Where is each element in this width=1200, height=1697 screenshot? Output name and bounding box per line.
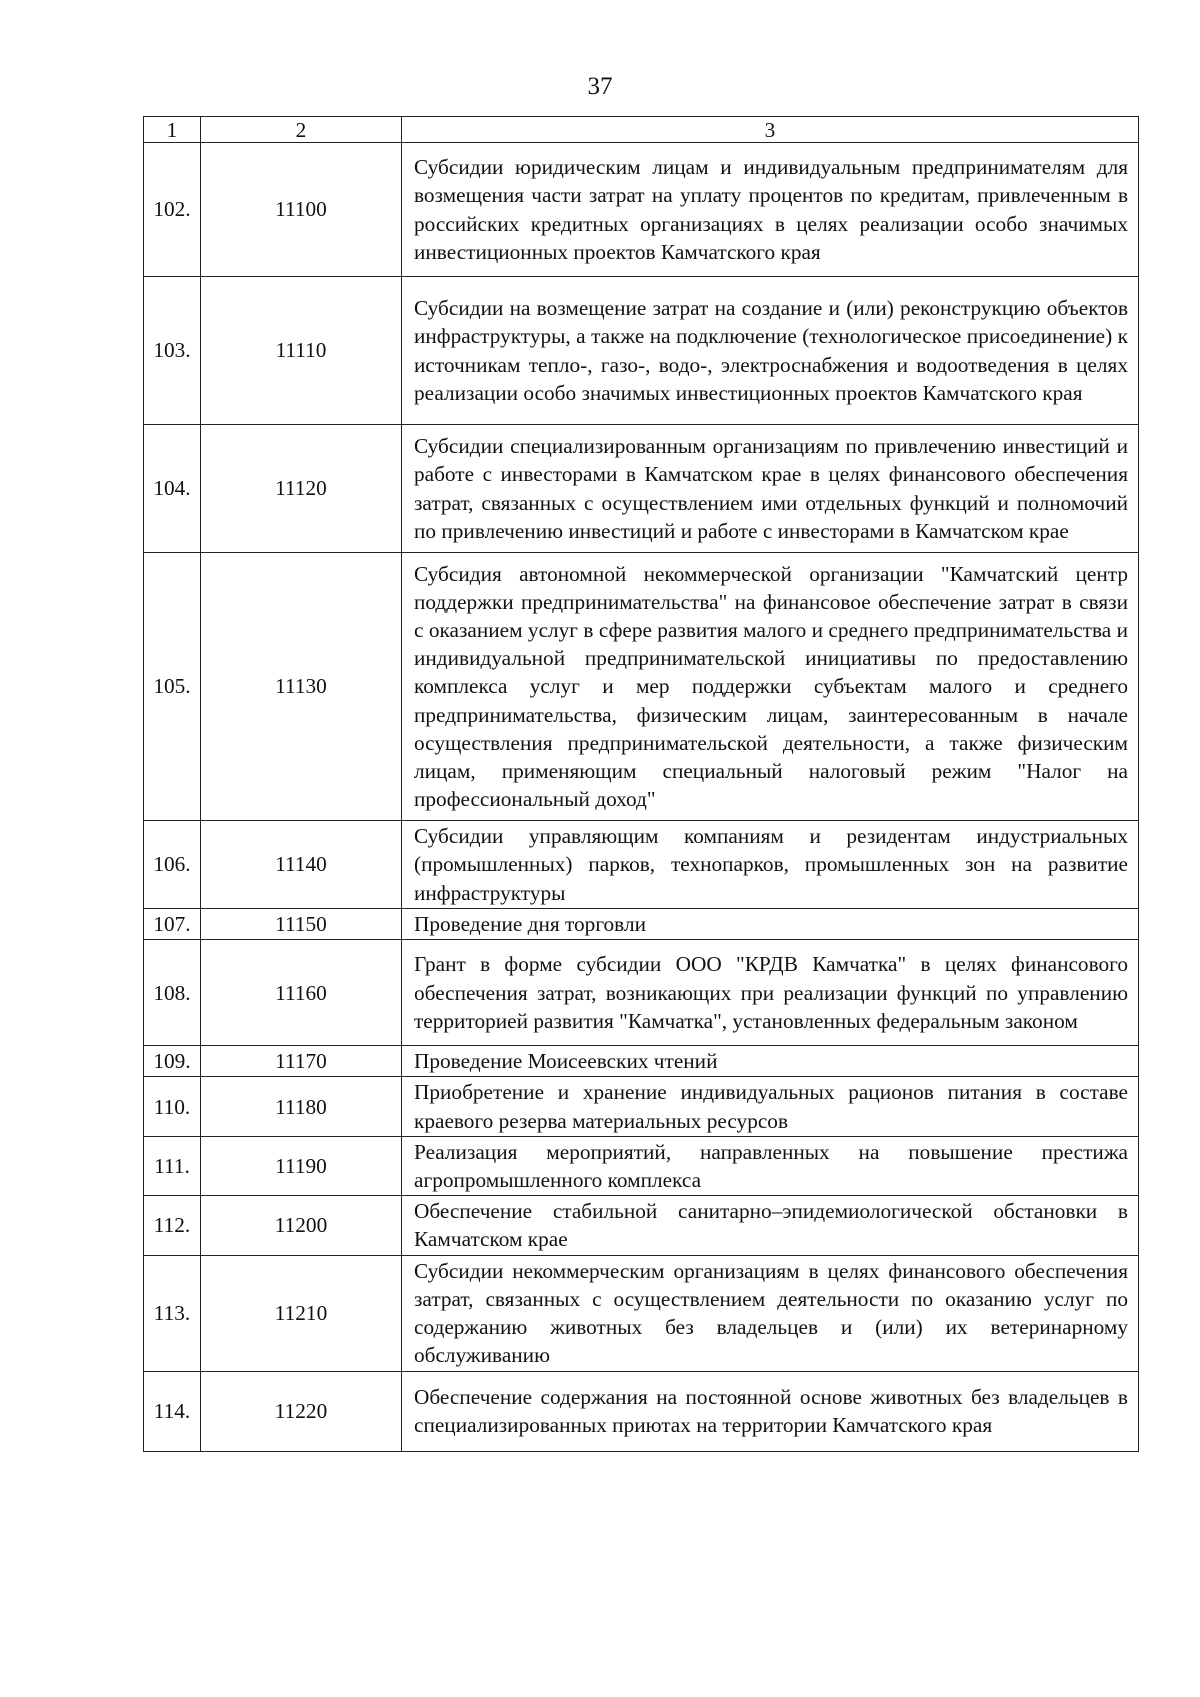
row-number: 111. (144, 1136, 201, 1195)
row-code: 11170 (201, 1046, 402, 1077)
row-number: 107. (144, 909, 201, 940)
row-number: 114. (144, 1371, 201, 1451)
table-row (144, 1196, 1139, 1255)
row-code: 11200 (201, 1196, 402, 1255)
table-row (144, 1255, 1139, 1371)
column-header-1: 1 (144, 117, 201, 143)
row-description: Субсидии юридическим лицам и индивидуальным предпринимателям для возмещения части затрат на уплату процентов по кредитам, привлеченным в российских кредитных организациях в целях реализации особо значимых инвестиционных проектов Камчатского края (402, 143, 1139, 277)
row-number: 113. (144, 1255, 201, 1371)
row-description: Проведение Моисеевских чтений (402, 1046, 1139, 1077)
table-row (144, 1136, 1139, 1195)
row-code: 11160 (201, 940, 402, 1046)
row-code: 11120 (201, 425, 402, 553)
row-description: Обеспечение содержания на постоянной основе животных без владельцев в специализированных приютах на территории Камчатского края (402, 1371, 1139, 1451)
table-row (144, 425, 1139, 553)
table-row (144, 1371, 1139, 1451)
row-number: 105. (144, 553, 201, 821)
row-code: 11150 (201, 909, 402, 940)
row-number: 109. (144, 1046, 201, 1077)
row-description: Субсидия автономной некоммерческой организации "Камчатский центр поддержки предпринимательства" на финансовое обеспечение затрат в связи с оказанием услуг в сфере развития малого и среднего предпринимательства и индивидуальной предпринимательской инициативы по предоставлению комплекса услуг и мер поддержки субъектам малого и среднего предпринимательства, физическим лицам, заинтересованным в начале осуществления предпринимательской деятельности, а также физическим лицам, применяющим специальный налоговый режим "Налог на профессиональный доход" (402, 553, 1139, 821)
row-description: Субсидии некоммерческим организациям в целях финансового обеспечения затрат, связанных с осуществлением деятельности по оказанию услуг по содержанию животных без владельцев и (или) их ветеринарному обслуживанию (402, 1255, 1139, 1371)
page-number: 37 (587, 73, 613, 100)
row-code: 11110 (201, 277, 402, 425)
row-code: 11100 (201, 143, 402, 277)
row-description: Субсидии специализированным организациям по привлечению инвестиций и работе с инвесторами в Камчатском крае в целях финансового обеспечения затрат, связанных с осуществлением ими отдельных функций и полномочий по привлечению инвестиций и работе с инвесторами в Камчатском крае (402, 425, 1139, 553)
row-description: Субсидии управляющим компаниям и резидентам индустриальных (промышленных) парков, технопарков, промышленных зон на развитие инфраструктуры (402, 821, 1139, 909)
row-code: 11140 (201, 821, 402, 909)
row-number: 102. (144, 143, 201, 277)
row-number: 110. (144, 1077, 201, 1136)
budget-classification-table (143, 116, 1139, 1452)
table-row (144, 143, 1139, 277)
row-description: Реализация мероприятий, направленных на повышение престижа агропромышленного комплекса (402, 1136, 1139, 1195)
row-description: Субсидии на возмещение затрат на создание и (или) реконструкцию объектов инфраструктуры, а также на подключение (технологическое присоединение) к источникам тепло-, газо-, водо-, электроснабжения и водоотведения в целях реализации особо значимых инвестиционных проектов Камчатского края (402, 277, 1139, 425)
row-code: 11190 (201, 1136, 402, 1195)
row-number: 104. (144, 425, 201, 553)
row-description: Обеспечение стабильной санитарно–эпидемиологической обстановки в Камчатском крае (402, 1196, 1139, 1255)
table-row (144, 821, 1139, 909)
table-row (144, 277, 1139, 425)
table-row (144, 1046, 1139, 1077)
table-row (144, 940, 1139, 1046)
row-description: Проведение дня торговли (402, 909, 1139, 940)
column-header-3: 3 (402, 117, 1139, 143)
row-number: 103. (144, 277, 201, 425)
row-description: Грант в форме субсидии ООО "КРДВ Камчатка" в целях финансового обеспечения затрат, возникающих при реализации функций по управлению территорией развития "Камчатка", установленных федеральным законом (402, 940, 1139, 1046)
row-code: 11130 (201, 553, 402, 821)
row-number: 106. (144, 821, 201, 909)
table-row (144, 1077, 1139, 1136)
row-description: Приобретение и хранение индивидуальных рационов питания в составе краевого резерва материальных ресурсов (402, 1077, 1139, 1136)
table-row (144, 553, 1139, 821)
table-header-row (144, 117, 1139, 143)
row-code: 11210 (201, 1255, 402, 1371)
column-header-2: 2 (201, 117, 402, 143)
row-number: 108. (144, 940, 201, 1046)
row-code: 11220 (201, 1371, 402, 1451)
row-code: 11180 (201, 1077, 402, 1136)
row-number: 112. (144, 1196, 201, 1255)
table-row (144, 909, 1139, 940)
